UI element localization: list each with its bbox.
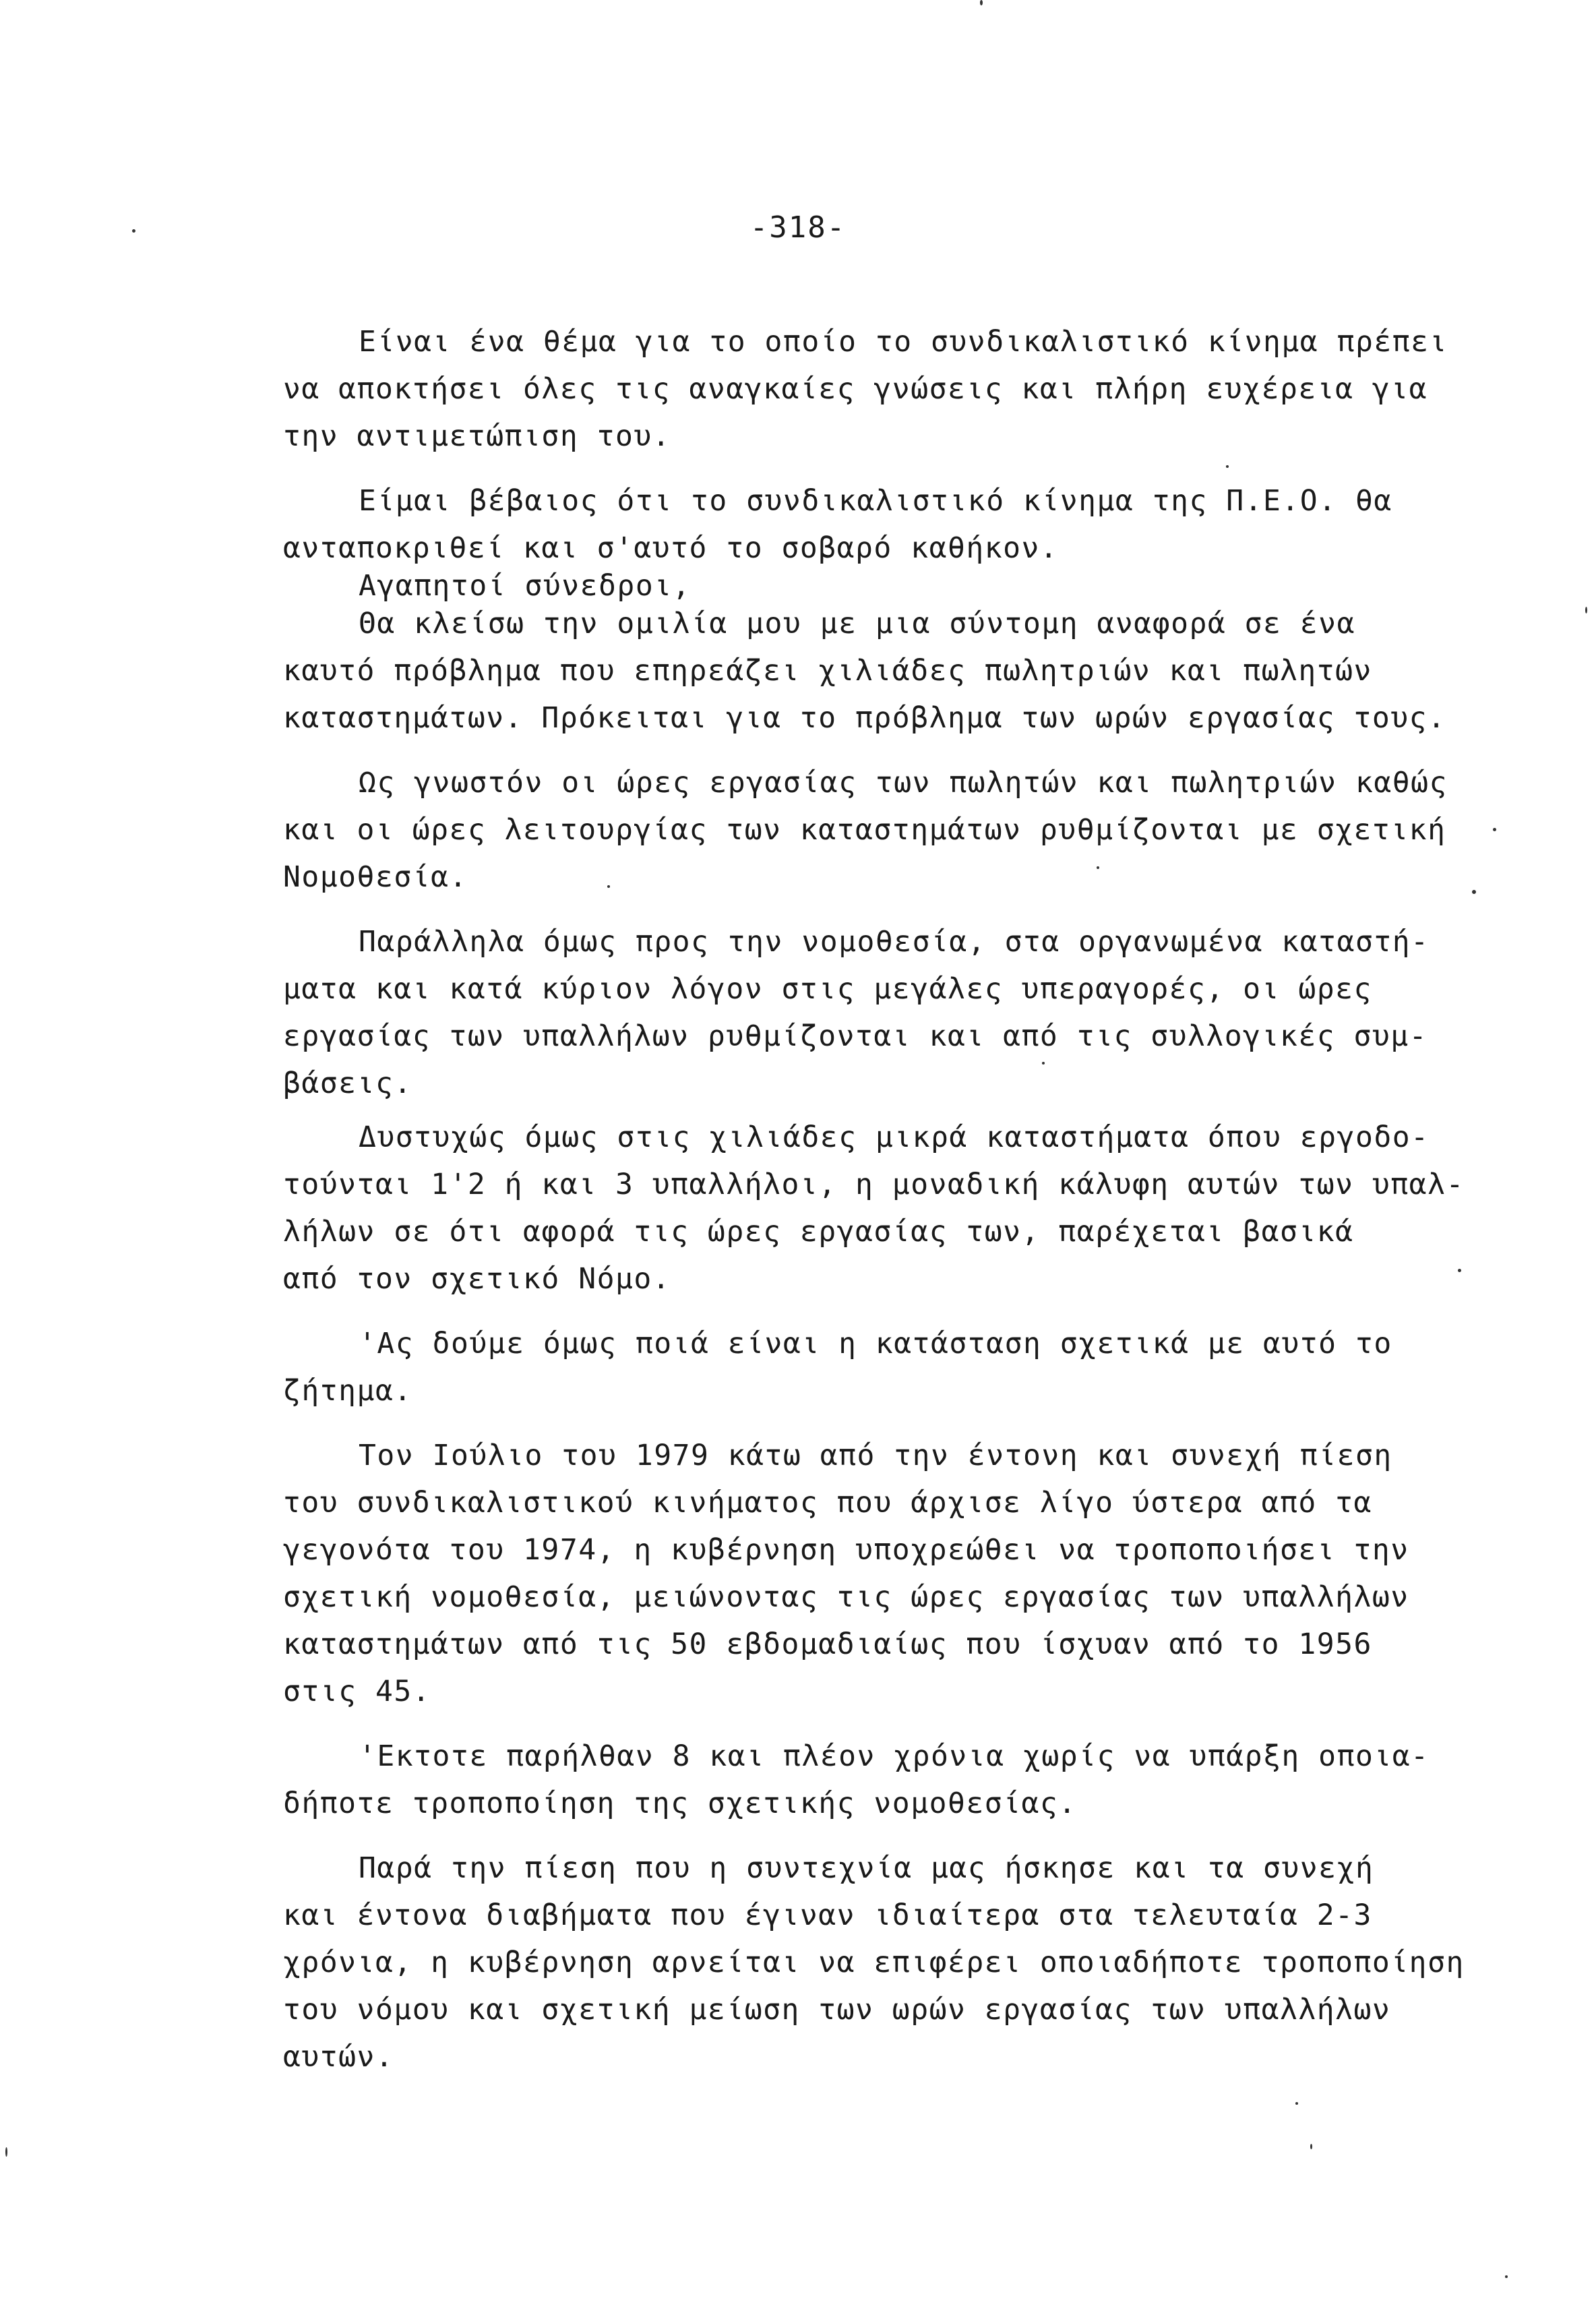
scan-speck	[980, 0, 983, 5]
text-line: Παρά την πίεση που η συντεχνία μας ήσκησε και τα συνεχή	[359, 1851, 1374, 1885]
text-line: Τον Ιούλιο του 1979 κάτω από την έντονη και συνεχή πίεση	[359, 1439, 1392, 1472]
text-line: και έντονα διαβήματα που έγιναν ιδιαίτερα στα τελευταία 2-3	[283, 1898, 1372, 1932]
text-line: του συνδικαλιστικού κινήματος που άρχισε λίγο ύστερα από τα	[283, 1486, 1372, 1520]
text-line: σχετική νομοθεσία, μειώνοντας τις ώρες εργασίας των υπαλλήλων	[283, 1580, 1409, 1614]
text-line: ματα και κατά κύριον λόγον στις μεγάλες υπεραγορές, οι ώρες	[283, 972, 1372, 1006]
paragraph-9	[283, 1733, 1490, 1827]
paragraph-2	[283, 477, 1490, 572]
paragraph-8	[283, 1432, 1490, 1715]
paragraph-4	[283, 759, 1490, 901]
paragraph-6	[283, 1114, 1490, 1303]
text-line: καταστημάτων από τις 50 εβδομαδιαίως που ίσχυαν από το 1956	[283, 1627, 1372, 1661]
text-line: από τον σχετικό Νόμο.	[283, 1262, 671, 1296]
text-line: Είναι ένα θέμα για το οποίο το συνδικαλιστικό κίνημα πρέπει	[359, 325, 1448, 359]
text-line: του νόμου και σχετική μείωση των ωρών εργασίας των υπαλλήλων	[283, 1993, 1391, 2027]
text-line: καταστημάτων. Πρόκειται για το πρόβλημα των ωρών εργασίας τους.	[283, 701, 1446, 735]
scan-speck	[607, 885, 610, 888]
page-number: -318-	[749, 210, 847, 245]
scan-speck	[1097, 866, 1099, 869]
text-line: τούνται 1'2 ή και 3 υπαλλήλοι, η μοναδική κάλυφη αυτών των υπαλ-	[283, 1168, 1465, 1201]
text-line: Παράλληλα όμως προς την νομοθεσία, στα οργανωμένα καταστή-	[359, 925, 1430, 959]
text-line: βάσεις.	[283, 1067, 412, 1100]
text-line: αυτών.	[283, 2040, 394, 2074]
text-line: γεγονότα του 1974, η κυβέρνηση υποχρεώθει να τροποποιήσει την	[283, 1533, 1409, 1567]
scan-speck	[1226, 465, 1229, 468]
text-line: ανταποκριθεί και σ'αυτό το σοβαρό καθήκον.	[283, 531, 1059, 565]
text-line: να αποκτήσει όλες τις αναγκαίες γνώσεις και πλήρη ευχέρεια για	[283, 372, 1428, 406]
text-line: καυτό πρόβλημα που επηρεάζει χιλιάδες πωλητριών και πωλητών	[283, 654, 1372, 688]
text-line: στις 45.	[283, 1675, 431, 1708]
text-line: Είμαι βέβαιος ότι το συνδικαλιστικό κίνημα της Π.Ε.Ο. θα	[359, 484, 1392, 518]
text-line: εργασίας των υπαλλήλων ρυθμίζονται και από τις συλλογικές συμ-	[283, 1019, 1428, 1053]
text-line: και οι ώρες λειτουργίας των καταστημάτων ρυθμίζονται με σχετική	[283, 813, 1446, 847]
document-body	[283, 318, 1490, 2081]
scan-speck	[1493, 828, 1496, 831]
text-line: χρόνια, η κυβέρνηση αρνείται να επιφέρει οποιαδήποτε τροποποίηση	[283, 1946, 1465, 1979]
scan-speck	[132, 229, 135, 233]
scan-speck	[1585, 607, 1587, 613]
paragraph-7	[283, 1320, 1490, 1414]
paragraph-10	[283, 1845, 1490, 2081]
salutation-line: Αγαπητοί σύνεδροι,	[359, 569, 691, 603]
text-line: Ως γνωστόν οι ώρες εργασίας των πωλητών και πωλητριών καθώς	[359, 766, 1448, 800]
text-line: Νομοθεσία.	[283, 860, 468, 894]
text-line: ζήτημα.	[283, 1374, 412, 1408]
scan-speck	[1472, 890, 1476, 894]
scan-speck	[1505, 2275, 1508, 2278]
text-line: Δυστυχώς όμως στις χιλιάδες μικρά καταστήματα όπου εργοδο-	[359, 1120, 1430, 1154]
paragraph-3	[283, 569, 1490, 742]
text-line: λήλων σε ότι αφορά τις ώρες εργασίας των, παρέχεται βασικά	[283, 1215, 1354, 1249]
text-line: Θα κλείσω την ομιλία μου με μια σύντομη αναφορά σε ένα	[359, 607, 1355, 640]
scan-speck	[1458, 1269, 1461, 1272]
paragraph-5	[283, 918, 1490, 1107]
scan-speck	[1042, 1062, 1045, 1065]
scan-speck	[5, 2147, 7, 2157]
scan-speck	[1295, 2102, 1298, 2105]
text-line: δήποτε τροποποίηση της σχετικής νομοθεσίας.	[283, 1787, 1077, 1820]
text-line: 'Εκτοτε παρήλθαν 8 και πλέον χρόνια χωρίς να υπάρξη οποια-	[359, 1739, 1430, 1773]
paragraph-1	[283, 318, 1490, 460]
scan-speck	[1310, 2144, 1312, 2149]
text-line: την αντιμετώπιση του.	[283, 419, 671, 453]
text-line: 'Ας δούμε όμως ποιά είναι η κατάσταση σχετικά με αυτό το	[359, 1327, 1392, 1360]
